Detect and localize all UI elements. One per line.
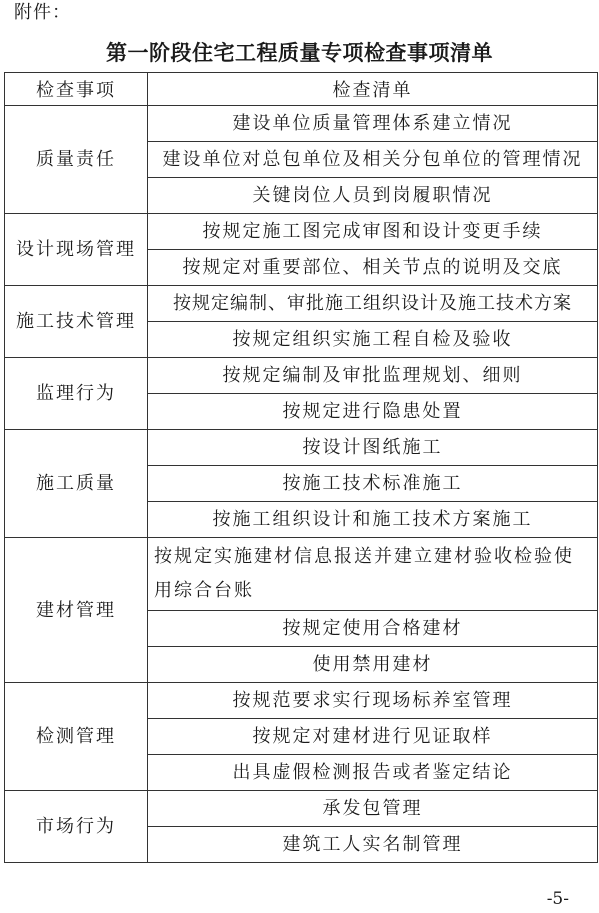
checklist-item: 按规定进行隐患处置: [148, 394, 598, 430]
checklist-item: 出具虚假检测报告或者鉴定结论: [148, 755, 598, 791]
checklist-item: 按规定实施建材信息报送并建立建材验收检验使用综合台账: [148, 538, 598, 611]
table-row: [5, 358, 598, 394]
group-name-construction-tech-management: 施工技术管理: [5, 286, 148, 358]
header-checklist: 检查清单: [148, 73, 598, 106]
checklist-item: 承发包管理: [148, 791, 598, 827]
checklist-item: 建设单位质量管理体系建立情况: [148, 106, 598, 142]
checklist-item: 建筑工人实名制管理: [148, 827, 598, 863]
table-row: [5, 106, 598, 142]
group-name-design-site-management: 设计现场管理: [5, 214, 148, 286]
table-row: [5, 214, 598, 250]
document-title: 第一阶段住宅工程质量专项检查事项清单: [106, 41, 493, 65]
checklist-item: 按施工组织设计和施工技术方案施工: [148, 502, 598, 538]
table-row: [5, 286, 598, 322]
table-row: [5, 430, 598, 466]
page-number: -5-: [546, 889, 569, 909]
checklist-item: 按规定组织实施工程自检及验收: [148, 322, 598, 358]
table-header-row: [5, 73, 598, 106]
group-name-supervision-conduct: 监理行为: [5, 358, 148, 430]
attachment-label: 附件：: [14, 2, 71, 23]
checklist-item: 按设计图纸施工: [148, 430, 598, 466]
checklist-item: 按规定对重要部位、相关节点的说明及交底: [148, 250, 598, 286]
checklist-item: 按施工技术标准施工: [148, 466, 598, 502]
group-name-building-materials-management: 建材管理: [5, 538, 148, 683]
table-row: [5, 538, 598, 611]
checklist-item: 关键岗位人员到岗履职情况: [148, 178, 598, 214]
checklist-item: 按规定编制及审批监理规划、细则: [148, 358, 598, 394]
group-name-market-conduct: 市场行为: [5, 791, 148, 863]
table-row: [5, 683, 598, 719]
inspection-checklist-table: [4, 72, 598, 863]
group-name-testing-management: 检测管理: [5, 683, 148, 791]
group-name-quality-responsibility: 质量责任: [5, 106, 148, 214]
table-row: [5, 791, 598, 827]
checklist-item: 按规定编制、审批施工组织设计及施工技术方案: [148, 286, 598, 322]
header-inspection-item: 检查事项: [5, 73, 148, 106]
checklist-item: 使用禁用建材: [148, 647, 598, 683]
checklist-item: 建设单位对总包单位及相关分包单位的管理情况: [148, 142, 598, 178]
group-name-construction-quality: 施工质量: [5, 430, 148, 538]
checklist-item: 按规范要求实行现场标养室管理: [148, 683, 598, 719]
checklist-item: 按规定使用合格建材: [148, 611, 598, 647]
checklist-item: 按规定对建材进行见证取样: [148, 719, 598, 755]
checklist-item: 按规定施工图完成审图和设计变更手续: [148, 214, 598, 250]
